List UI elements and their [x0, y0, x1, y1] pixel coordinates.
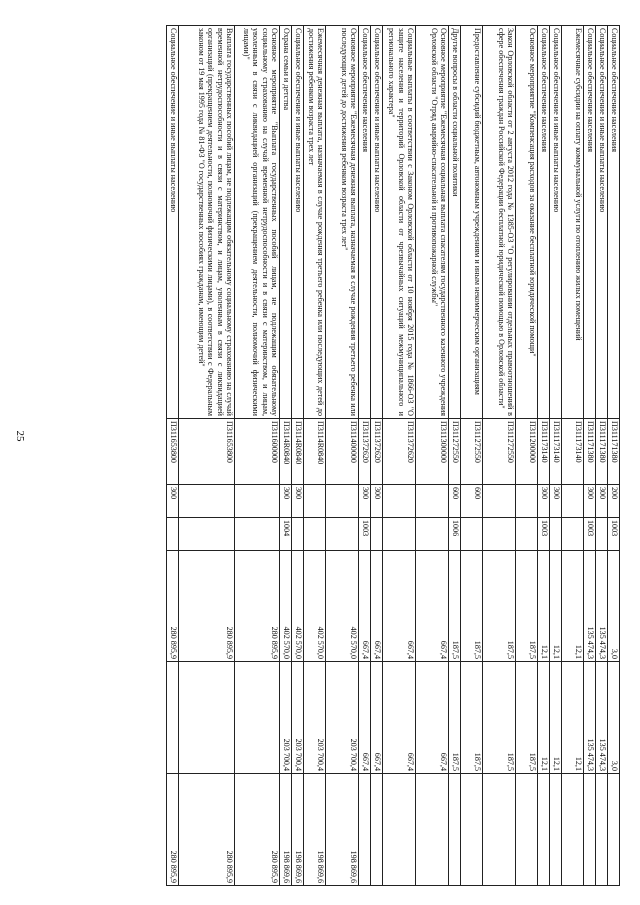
row-sum-1: 667,4: [371, 551, 383, 662]
row-sum-3: 280 895,9: [179, 774, 235, 886]
row-vr: 600: [449, 485, 461, 518]
table-row: [292, 26, 304, 886]
row-sum-3: 198 869,6: [304, 774, 326, 886]
row-rz: 1003: [608, 518, 620, 551]
row-rz: [550, 518, 562, 551]
row-name: Другие вопросы в области социальной политики: [449, 26, 461, 419]
row-rz: 1003: [359, 518, 371, 551]
row-vr: [383, 485, 416, 518]
row-code: П311173140: [562, 419, 584, 485]
row-sum-1: 187,5: [516, 551, 538, 662]
row-sum-1: 280 895,9: [235, 551, 280, 662]
row-sum-2: 667,4: [383, 662, 416, 774]
row-vr: [179, 485, 235, 518]
row-sum-2: 12,1: [550, 662, 562, 774]
row-sum-1: 402 570,0: [292, 551, 304, 662]
row-code: П311173140: [550, 419, 562, 485]
table-row: [538, 26, 550, 886]
row-rz: [516, 518, 538, 551]
row-vr: 300: [538, 485, 550, 518]
row-sum-2: 667,4: [416, 662, 449, 774]
row-sum-1: 280 895,9: [167, 551, 179, 662]
row-rz: 1003: [584, 518, 596, 551]
row-sum-1: 187,5: [461, 551, 483, 662]
row-sum-1: 667,4: [359, 551, 371, 662]
row-sum-2: 135 474,3: [596, 662, 608, 774]
table-row: [359, 26, 371, 886]
table-row: [235, 26, 280, 886]
row-sum-1: 402 570,0: [304, 551, 326, 662]
row-code: П311173140: [538, 419, 550, 485]
row-sum-1: 402 570,0: [326, 551, 359, 662]
row-name: Основное мероприятие "Выплата государственных пособий лицам, не подлежащим обязательному социальному страхованию на случай временной нетрудоспособности и в связи с материнством, и лицам, уволенным в связи с ликвидацией организаций (прекращением деятельности, полномочий физическими лицами)": [235, 26, 280, 419]
row-code: П311171380: [584, 419, 596, 485]
row-sum-1: 12,1: [550, 551, 562, 662]
row-code: П311372620: [383, 419, 416, 485]
row-vr: 300: [596, 485, 608, 518]
row-vr: 300: [359, 485, 371, 518]
row-vr: 200: [608, 485, 620, 518]
row-name: Охрана семьи и детства: [280, 26, 292, 419]
row-name: Социальное обеспечение населения: [538, 26, 550, 419]
row-name: Предоставление субсидий бюджетным, автономным учреждениям и иным некоммерческим организациям: [461, 26, 483, 419]
row-vr: 300: [167, 485, 179, 518]
row-sum-1: 187,5: [483, 551, 516, 662]
table-row: [562, 26, 584, 886]
row-vr: 300: [292, 485, 304, 518]
row-code: П3114R0840: [280, 419, 292, 485]
row-sum-3: [608, 774, 620, 886]
row-code: П311171380: [596, 419, 608, 485]
row-rz: [371, 518, 383, 551]
row-sum-3: 198 869,6: [280, 774, 292, 886]
row-sum-1: 12,1: [538, 551, 550, 662]
row-sum-3: [371, 774, 383, 886]
row-name: Социальное обеспечение населения: [584, 26, 596, 419]
row-rz: [461, 518, 483, 551]
row-sum-2: 3,0: [608, 662, 620, 774]
row-sum-1: 3,0: [608, 551, 620, 662]
table-row: [167, 26, 179, 886]
row-sum-1: 135 474,3: [584, 551, 596, 662]
row-rz: [292, 518, 304, 551]
page-number: 25: [14, 430, 26, 442]
row-name: Выплата государственных пособий лицам, не подлежащим обязательному социальному страхованию на случай временной нетрудоспособности и в связи с материнством, и лицам, уволенным в связи с ликвидацией организаций (прекращением деятельности, полномочий физическими лицами), в соответствии с Федеральным законом от 19 мая 1995 года № 81-ФЗ "О государственных пособиях гражданам, имеющим детей": [179, 26, 235, 419]
row-name: Социальное обеспечение населения: [359, 26, 371, 419]
row-sum-3: 198 869,6: [292, 774, 304, 886]
row-sum-1: 667,4: [383, 551, 416, 662]
row-sum-2: [167, 662, 179, 774]
row-sum-2: 12,1: [562, 662, 584, 774]
table-row: [371, 26, 383, 886]
row-rz: [304, 518, 326, 551]
row-code: П311300000: [416, 419, 449, 485]
row-sum-3: [483, 774, 516, 886]
row-name: Социальное обеспечение и иные выплаты населению: [292, 26, 304, 419]
row-sum-2: 667,4: [371, 662, 383, 774]
row-sum-3: [516, 774, 538, 886]
row-sum-2: 667,4: [359, 662, 371, 774]
row-sum-2: 187,5: [461, 662, 483, 774]
row-vr: [326, 485, 359, 518]
row-code: П311400000: [326, 419, 359, 485]
row-sum-1: 280 895,9: [179, 551, 235, 662]
row-vr: [562, 485, 584, 518]
row-rz: [167, 518, 179, 551]
table-row: [483, 26, 516, 886]
table-row: [304, 26, 326, 886]
row-sum-2: 187,5: [516, 662, 538, 774]
row-vr: 300: [280, 485, 292, 518]
row-code: П311272550: [483, 419, 516, 485]
table-row: [550, 26, 562, 886]
row-code: П3114R0840: [292, 419, 304, 485]
row-vr: [416, 485, 449, 518]
row-rz: [383, 518, 416, 551]
row-rz: 1003: [538, 518, 550, 551]
rotated-table-container: [53, 25, 620, 885]
row-sum-1: 402 570,0: [280, 551, 292, 662]
table-row: [326, 26, 359, 886]
table-row: [383, 26, 416, 886]
row-sum-2: [235, 662, 280, 774]
row-rz: [235, 518, 280, 551]
row-rz: 1006: [449, 518, 461, 551]
table-row: [449, 26, 461, 886]
row-sum-3: 198 869,6: [326, 774, 359, 886]
row-code: П311653800: [167, 419, 179, 485]
table-row: [179, 26, 235, 886]
row-sum-3: [584, 774, 596, 886]
row-code: П311600000: [235, 419, 280, 485]
row-vr: [304, 485, 326, 518]
row-sum-3: [416, 774, 449, 886]
row-vr: [235, 485, 280, 518]
row-rz: [483, 518, 516, 551]
budget-table-body: [167, 26, 620, 886]
row-sum-3: [449, 774, 461, 886]
row-vr: 300: [550, 485, 562, 518]
row-sum-1: 667,4: [416, 551, 449, 662]
row-rz: [596, 518, 608, 551]
table-row: [280, 26, 292, 886]
table-row: [461, 26, 483, 886]
row-sum-2: [179, 662, 235, 774]
row-name: Основное мероприятие "Компенсация расходов за оказание бесплатной юридической помощи": [516, 26, 538, 419]
row-sum-2: 203 700,4: [326, 662, 359, 774]
row-code: П311171380: [608, 419, 620, 485]
row-sum-2: 135 474,3: [584, 662, 596, 774]
row-name: Ежемесячная денежная выплата, назначаемая в случае рождения третьего ребенка или последующих детей до достижения ребенком возраста трех лет: [304, 26, 326, 419]
row-name: Социальное обеспечение и иные выплаты населению: [167, 26, 179, 419]
table-row: [584, 26, 596, 886]
table-row: [416, 26, 449, 886]
row-sum-3: [550, 774, 562, 886]
row-sum-2: 187,5: [483, 662, 516, 774]
row-name: Социальное обеспечение и иные выплаты населению: [371, 26, 383, 419]
row-sum-3: 280 895,9: [235, 774, 280, 886]
row-sum-3: [359, 774, 371, 886]
row-name: Ежемесячные субсидии на оплату коммунальной услуги по отоплению жилых помещений: [562, 26, 584, 419]
row-sum-3: [596, 774, 608, 886]
row-sum-2: 203 700,4: [304, 662, 326, 774]
table-row: [516, 26, 538, 886]
row-name: Основное мероприятие "Ежемесячная социальная выплата спасателям государственного казенного учреждения Орловской области "Отряд аварийно-спасательной и противопожарной службы": [416, 26, 449, 419]
row-vr: [483, 485, 516, 518]
row-sum-3: [562, 774, 584, 886]
row-code: П311272550: [449, 419, 461, 485]
row-vr: 300: [584, 485, 596, 518]
row-sum-3: [538, 774, 550, 886]
row-sum-3: [461, 774, 483, 886]
row-vr: 300: [371, 485, 383, 518]
table-row: [608, 26, 620, 886]
row-rz: [416, 518, 449, 551]
row-rz: [179, 518, 235, 551]
row-sum-3: 280 895,9: [167, 774, 179, 886]
row-code: П3114R0840: [304, 419, 326, 485]
row-sum-1: 135 474,3: [596, 551, 608, 662]
row-sum-3: [383, 774, 416, 886]
row-sum-1: 187,5: [449, 551, 461, 662]
table-row: [596, 26, 608, 886]
row-name: Социальные выплаты в соответствии с Законом Орловской области от 10 ноября 2015 года № 1866-ОЗ "О защите населения и территорий Орловской области от чрезвычайных ситуаций межмуниципального и регионального характера": [383, 26, 416, 419]
row-sum-2: 203 700,4: [292, 662, 304, 774]
row-code: П311653800: [179, 419, 235, 485]
row-rz: [562, 518, 584, 551]
row-rz: 1004: [280, 518, 292, 551]
row-name: Социальное обеспечение населения: [608, 26, 620, 419]
budget-table: [166, 25, 620, 886]
row-sum-2: 203 700,4: [280, 662, 292, 774]
row-rz: [326, 518, 359, 551]
row-code: П311372620: [371, 419, 383, 485]
row-code: П311372620: [359, 419, 371, 485]
row-name: Основное мероприятие "Ежемесячная денежная выплата, назначаемая в случае рождения третьего ребенка или последующих детей до достижения ребенком возраста трех лет": [326, 26, 359, 419]
row-code: П311200000: [516, 419, 538, 485]
row-sum-2: 12,1: [538, 662, 550, 774]
row-name: Социальное обеспечение и иные выплаты населению: [596, 26, 608, 419]
row-vr: [516, 485, 538, 518]
row-sum-2: 187,5: [449, 662, 461, 774]
row-code: П311272550: [461, 419, 483, 485]
row-vr: 600: [461, 485, 483, 518]
row-name: Социальное обеспечение и иные выплаты населению: [550, 26, 562, 419]
row-name: Закон Орловской области от 2 августа 2012 года № 1385-ОЗ "О регулировании отдельных правоотношений в сфере обеспечения граждан Российской Федерации бесплатной юридической помощью в Орловской области": [483, 26, 516, 419]
row-sum-1: 12,1: [562, 551, 584, 662]
